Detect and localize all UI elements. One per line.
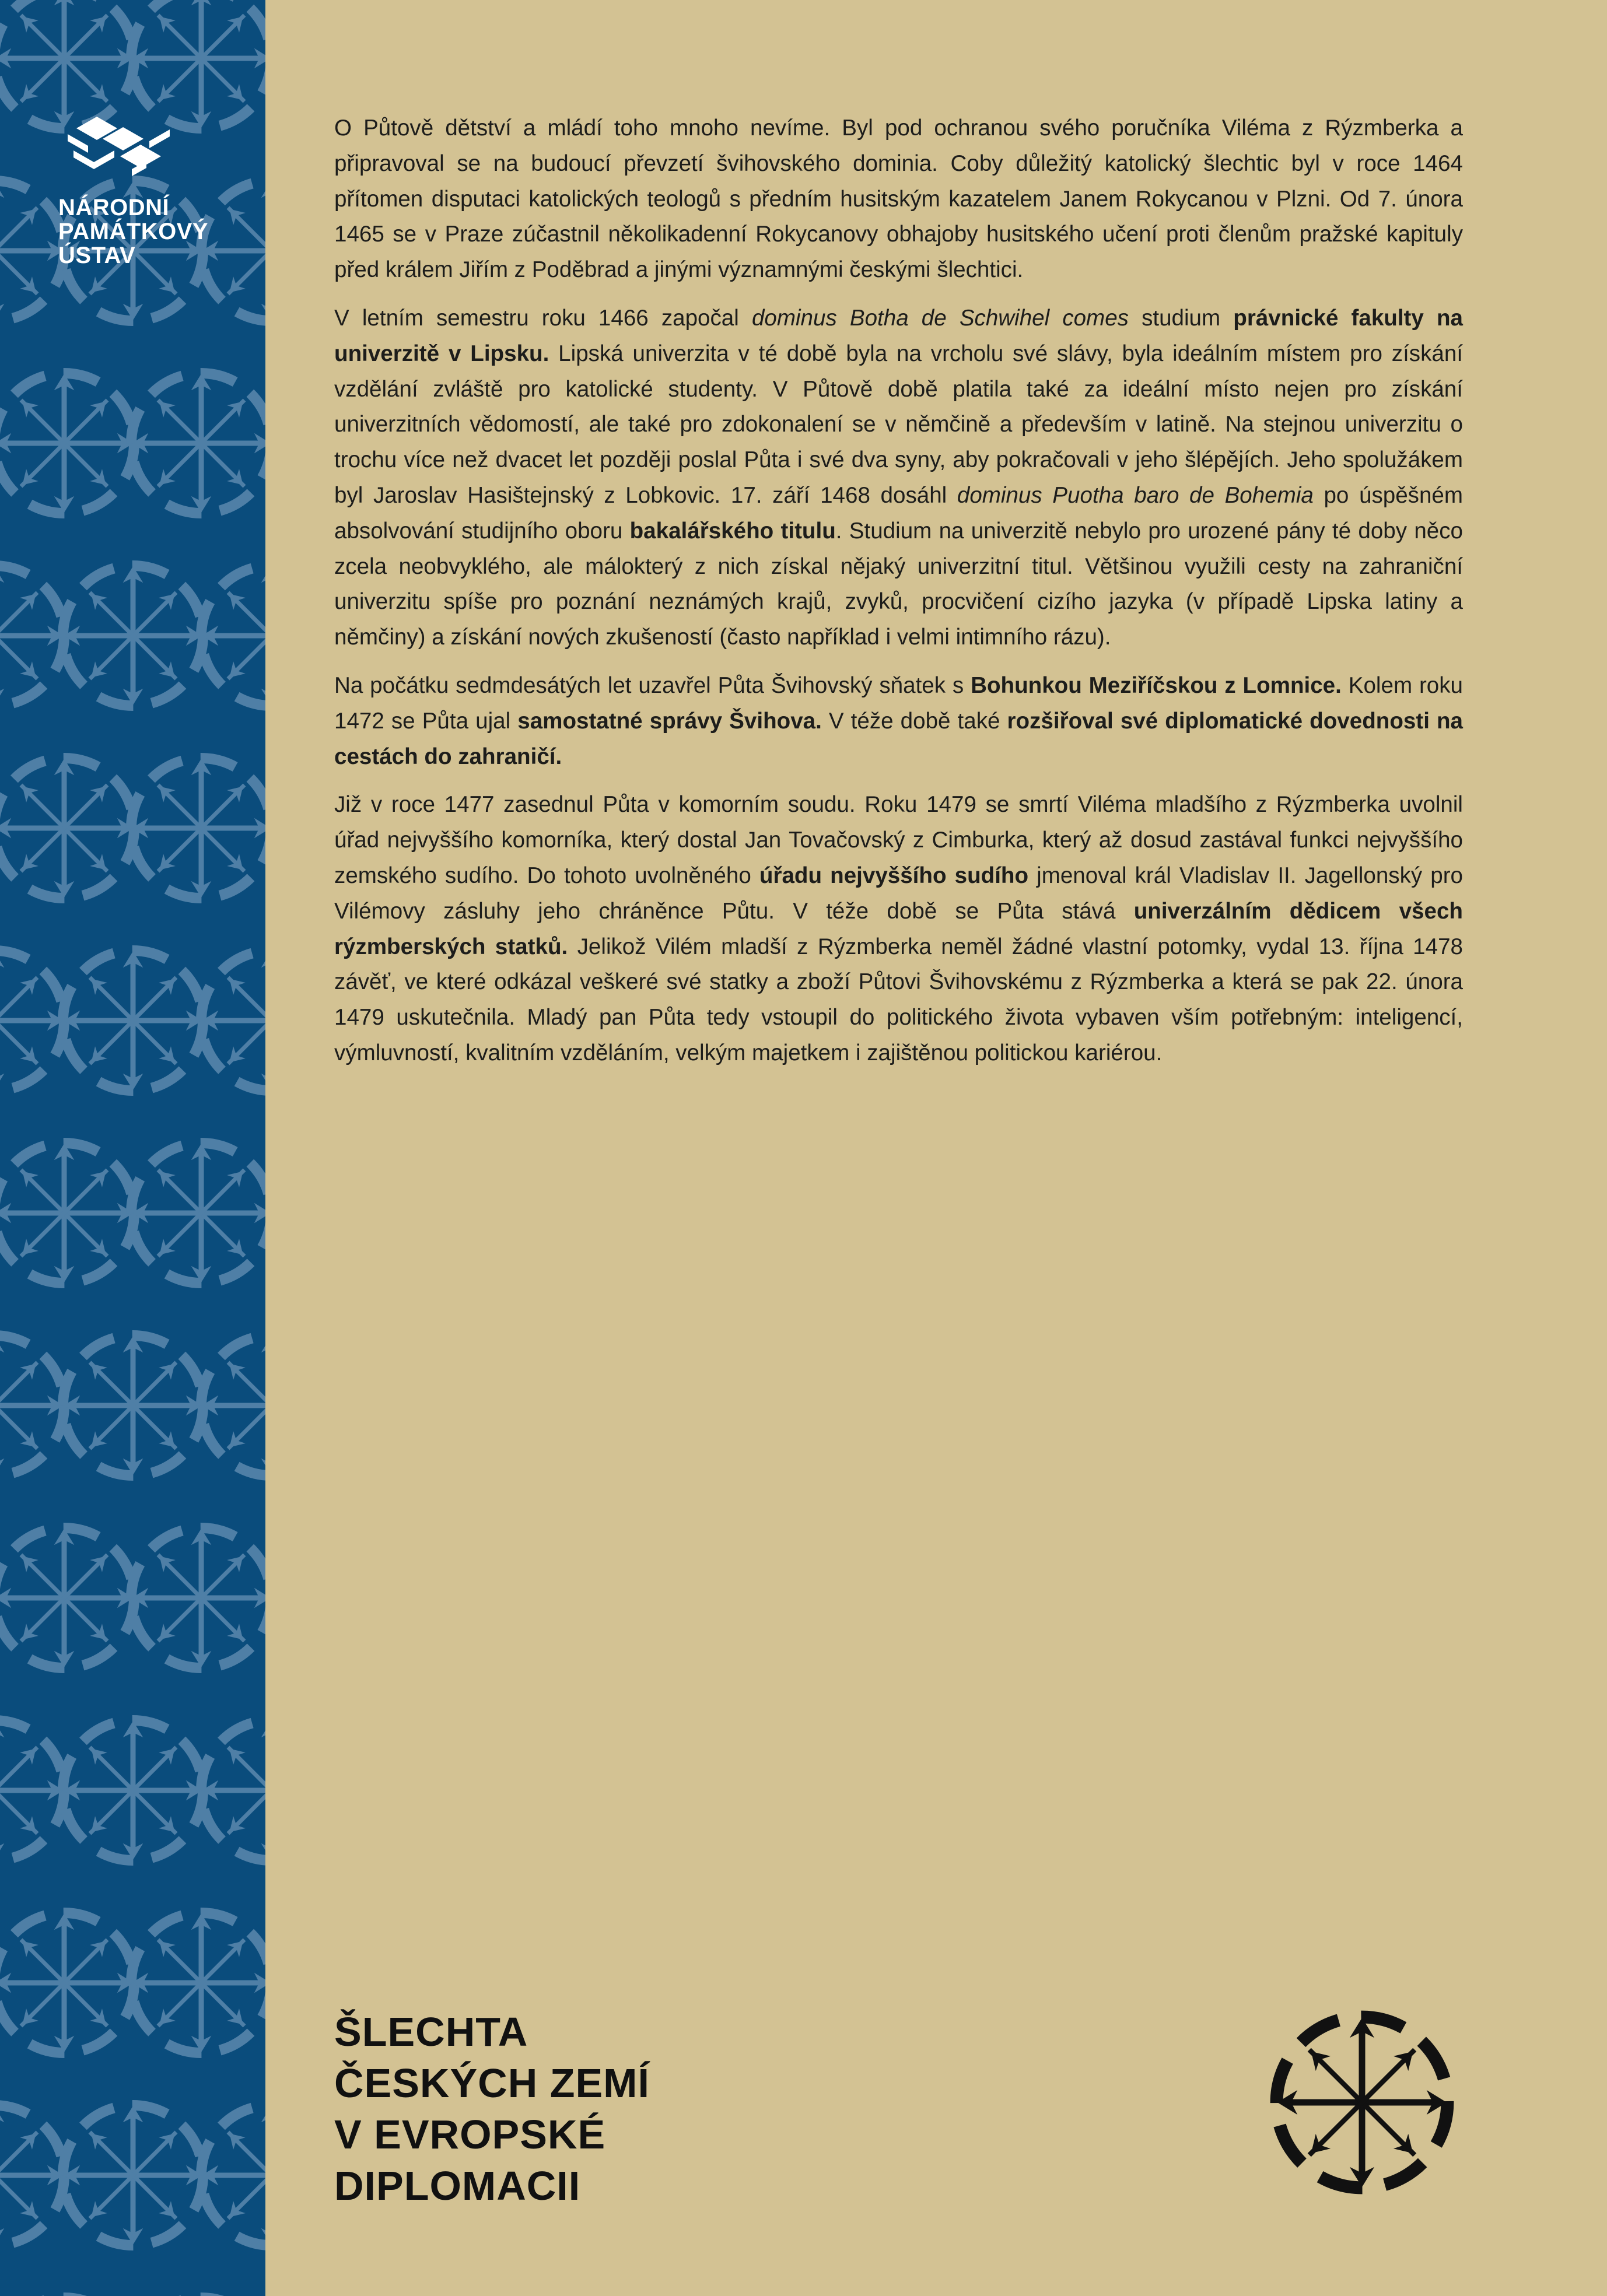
compass-pattern-icon: [63, 951, 203, 1091]
logo-line-2: PAMÁTKOVÝ: [58, 219, 209, 244]
bold-run: Bohunkou Meziříčskou z Lomnice.: [971, 672, 1342, 698]
logo: [58, 117, 251, 268]
logo-line-1: NÁRODNÍ: [58, 195, 170, 220]
bold-run: úřadu nejvyššího sudího: [759, 863, 1029, 888]
text-run: Již v roce 1477 zasednul Půta v komorním soudu. Roku 1479 se smrtí Viléma mladšího z Rýzmberka uvolnil úřad nejvyššího komorníka, který dostal Jan Tovačovský z Cimburka, který až dosud zastával funkci nejvyššího zemského sudího. Do tohoto uvolněného: [334, 792, 1463, 888]
bold-run: právnické fakulty na univerzitě v Lipsku.: [334, 305, 1463, 366]
text-run: O Půtově dětství a mládí toho mnoho nevíme. Byl pod ochranou svého poručníka Viléma z Rýzmberka a připravoval se na budoucí převzetí švihovského dominia. Coby důležitý katolický šlechtic byl v roce 1464 přítomen disputaci katolických teologů s předním husitským kazatelem Janem Rokycanou v Plzni. Od 7. února 1465 se v Praze zúčastnil několikadenní Rokycanovy obhajoby husitského učení proti členům pražské kapituly před králem Jiřím z Poděbrad a jinými významnými českými šlechtici.: [334, 115, 1463, 283]
text-run: studium: [1128, 305, 1234, 331]
title-line-1: ŠLECHTA: [334, 2009, 528, 2055]
sidebar: [0, 0, 265, 2296]
compass-pattern-icon: [0, 2105, 64, 2245]
text-run: po úspěšném absolvování studijního oboru: [334, 482, 1464, 544]
paragraph-3: [334, 668, 1463, 774]
compass-pattern-icon: [201, 1335, 265, 1475]
text-run: V letním semestru roku 1466 započal: [334, 305, 752, 331]
compass-pattern-icon: [63, 1720, 203, 1860]
compass-pattern-icon: [0, 1335, 64, 1475]
title-line-4: DIPLOMACII: [334, 2163, 581, 2209]
paragraph-1: [334, 111, 1463, 288]
bold-run: bakalářského titulu: [629, 518, 836, 544]
compass-pattern-icon: [201, 951, 265, 1091]
title-line-3: V EVROPSKÉ: [334, 2112, 606, 2157]
compass-pattern-icon: [0, 373, 134, 513]
bold-run: univerzálním dědicem všech rýzmberských statků.: [334, 898, 1463, 959]
compass-pattern-icon: [0, 0, 134, 128]
compass-pattern-icon: [131, 0, 265, 128]
compass-pattern-icon: [0, 1528, 134, 1668]
compass-pattern-icon: [131, 758, 265, 898]
compass-pattern-icon: [201, 2105, 265, 2245]
compass-pattern-icon: [131, 1143, 265, 1283]
article-body: [334, 111, 1463, 1084]
text-run: Jelikož Vilém mladší z Rýzmberka neměl žádné vlastní potomky, vydal 13. října 1478 závěť, ve které odkázal veškeré své statky a zboží Půtovi Švihovskému z Rýzmberka a která se pak 22. února 1479 uskutečnila. Mladý pan Půta tedy vstoupil do politického života vybaven vším potřebným: inteligencí, výmluvností, kvalitním vzděláním, velkým majetkem i zajištěnou politickou kariérou.: [334, 934, 1464, 1065]
bold-run: samostatné správy Švihova.: [517, 708, 822, 734]
logo-line-3: ÚSTAV: [58, 243, 136, 268]
text-run: jmenoval král Vladislav II. Jagellonský pro Vilémovy zásluhy jeho chráněnce Půtu. V téže době se Půta stává: [334, 863, 1463, 924]
compass-pattern-icon: [201, 566, 265, 706]
compass-pattern-icon: [0, 1913, 134, 2053]
compass-pattern-icon: [0, 1720, 64, 1860]
paragraph-4: [334, 787, 1463, 1071]
compass-pattern-icon: [201, 1720, 265, 1860]
compass-pattern-icon: [0, 758, 134, 898]
bold-run: rozšiřoval své diplomatické dovednosti na cestách do zahraničí.: [334, 708, 1463, 769]
compass-pattern-icon: [0, 181, 64, 321]
compass-pattern-icon: [131, 1913, 265, 2053]
compass-pattern-icon: [0, 1143, 134, 1283]
logo-text: [58, 196, 251, 268]
paragraph-2: [334, 301, 1463, 656]
text-run: . Studium na univerzitě nebylo pro urozené pány té doby něco zcela neobvyklého, ale málokterý z nich získal nějaký univerzitní titul. Většinou využili cesty na zahraniční univerzitu spíše pro poznání neznámých krajů, zvyků, procvičení cizího jazyka (v případě Lipska latiny a němčiny) a získání nových zkušeností (často například i velmi intimního rázu).: [334, 518, 1463, 650]
text-run: Lipská univerzita v té době byla na vrcholu své slávy, byla ideálním místem pro získání vzdělání zvláště pro katolické studenty. V Půtově době platila také za ideální místo nejen pro získání univerzitních vědomostí, ale také pro zdokonalení se v němčině a především v latině. Na stejnou univerzitu o trochu více než dvacet let později poslal Půta i své dva syny, aby pokračovali v jeho šlépějích. Jeho spolužákem byl Jaroslav Hasištejnský z Lobkovic. 17. září 1468 dosáhl: [334, 341, 1463, 508]
compass-pattern-icon: [63, 2105, 203, 2245]
title-line-2: ČESKÝCH ZEMÍ: [334, 2060, 650, 2106]
npu-logo-icon: [62, 117, 173, 181]
compass-pattern-icon: [63, 1335, 203, 1475]
text-run: Na počátku sedmdesátých let uzavřel Půta Švihovský sňatek s: [334, 672, 971, 698]
text-run: Kolem roku 1472 se Půta ujal: [334, 672, 1463, 734]
italic-run: dominus Botha de Schwihel comes: [751, 305, 1129, 331]
compass-pattern-icon: [0, 566, 64, 706]
text-run: V téže době také: [821, 708, 1007, 734]
compass-pattern-icon: [0, 0, 265, 2296]
compass-pattern-icon: [131, 373, 265, 513]
compass-pattern-icon: [131, 1528, 265, 1668]
italic-run: dominus Puotha baro de Bohemia: [957, 482, 1314, 508]
compass-pattern-icon: [63, 566, 203, 706]
page-title: [334, 2006, 650, 2211]
compass-pattern-icon: [0, 951, 64, 1091]
compass-emblem-icon: [1269, 2009, 1455, 2196]
